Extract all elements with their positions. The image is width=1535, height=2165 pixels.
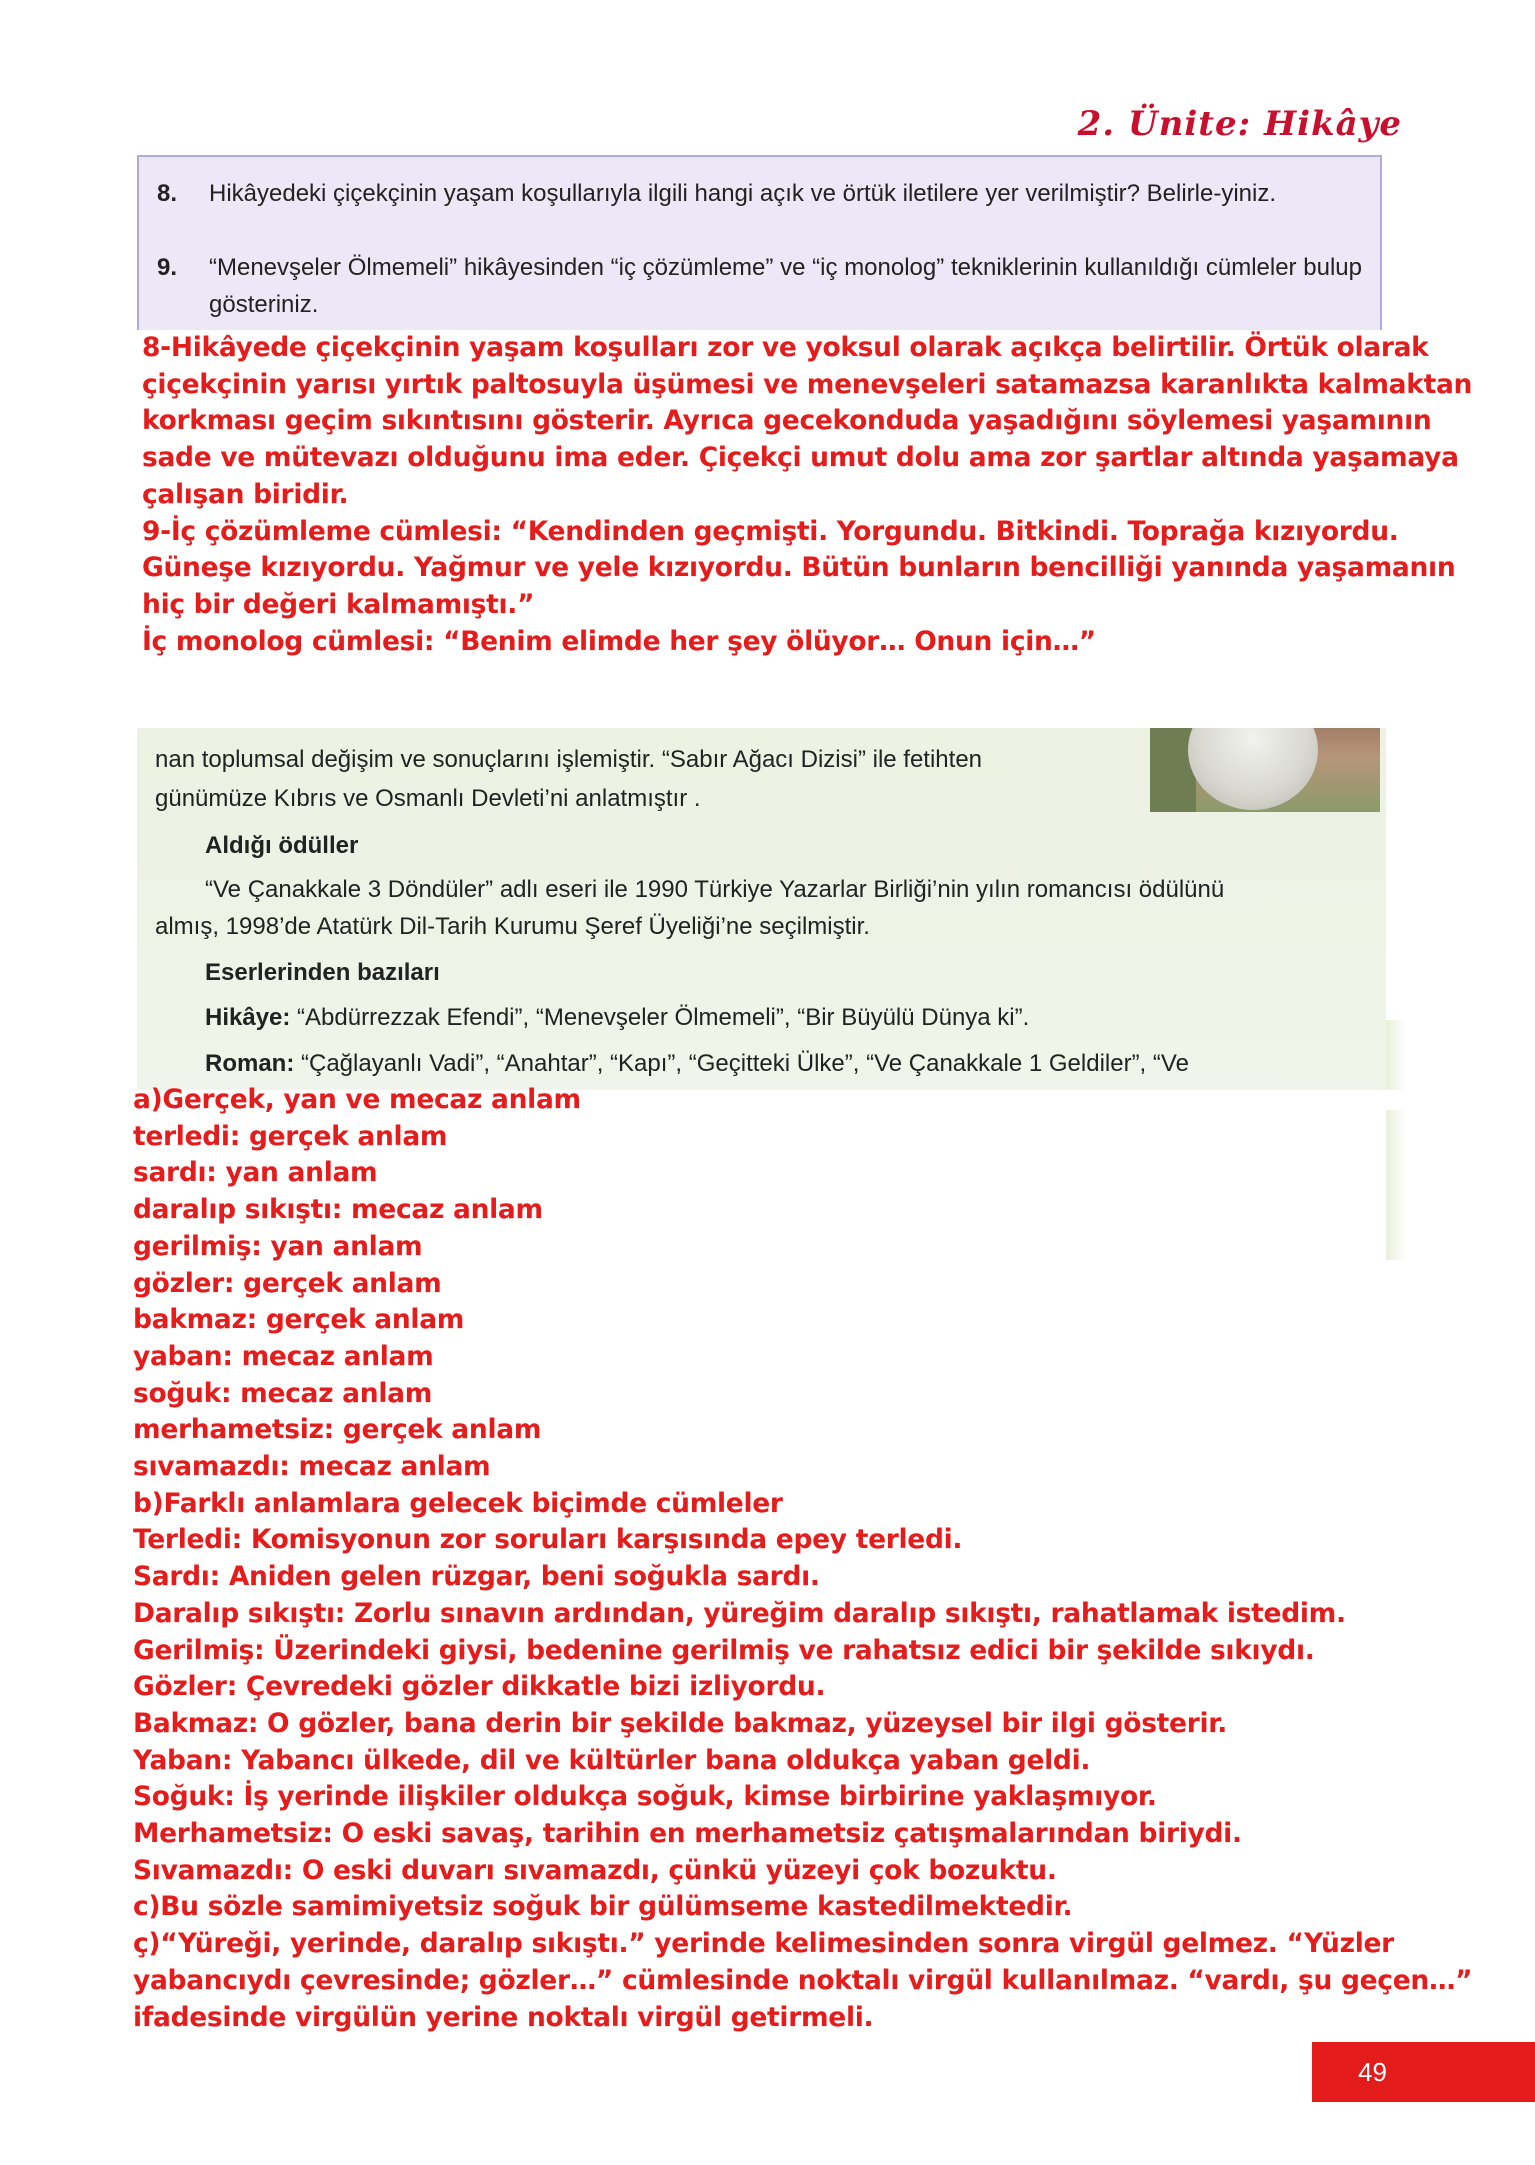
- awards-line: almış, 1998’de Atatürk Dil-Tarih Kurumu Şeref Üyeliği’ne seçilmiştir.: [155, 913, 870, 940]
- answer-line: sade ve mütevazı olduğunu ima eder. Çiçekçi umut dolu ama zor şartlar altında yaşamaya: [142, 442, 1459, 474]
- answer-line: çalışan biridir.: [142, 478, 349, 510]
- answer-line: 9-İç çözümleme cümlesi: “Kendinden geçmişti. Yorgundu. Bitkindi. Toprağa kızıyordu.: [142, 515, 1399, 547]
- awards-heading: Aldığı ödüller: [205, 832, 359, 859]
- answer-line: Gözler: Çevredeki gözler dikkatle bizi izliyordu.: [133, 1671, 826, 1703]
- works-story: [205, 1001, 1385, 1035]
- answer-line: sıvamazdı: mecaz anlam: [133, 1451, 491, 1483]
- answer-line: yaban: mecaz anlam: [133, 1340, 434, 1372]
- answers-top: [142, 330, 1472, 660]
- answer-line: Gerilmiş: Üzerindeki giysi, bedenine gerilmiş ve rahatsız edici bir şekilde sıkıydı.: [133, 1634, 1315, 1666]
- answer-line: gerilmiş: yan anlam: [133, 1230, 423, 1262]
- novel-text: “Çağlayanlı Vadi”, “Anahtar”, “Kapı”, “Geçitteki Ülke”, “Ve Çanakkale 1 Geldiler”, “Ve: [294, 1050, 1189, 1077]
- answer-line: ifadesinde virgülün yerine noktalı virgül getirmeli.: [133, 2001, 874, 2033]
- answer-line: terledi: gerçek anlam: [133, 1120, 448, 1152]
- answer-line: korkması geçim sıkıntısını gösterir. Ayrıca gecekonduda yaşadığını söylemesi yaşamının: [142, 405, 1432, 437]
- answer-line: hiç bir değeri kalmamıştı.”: [142, 588, 535, 620]
- answer-line: daralıp sıkıştı: mecaz anlam: [133, 1194, 543, 1226]
- question-number: 8.: [157, 180, 178, 207]
- novel-label: Roman:: [205, 1050, 295, 1077]
- answer-line: a)Gerçek, yan ve mecaz anlam: [133, 1084, 581, 1115]
- answer-line: Sardı: Aniden gelen rüzgar, beni soğukla sardı.: [133, 1561, 820, 1593]
- story-label: Hikâye:: [205, 1004, 291, 1031]
- answer-line: b)Farklı anlamlara gelecek biçimde cümleler: [133, 1487, 783, 1519]
- answer-line: yabancıydı çevresinde; gözler…” cümlesinde noktalı virgül kullanılmaz. “vardı, şu geçen…”: [133, 1964, 1473, 1996]
- answer-line: sardı: yan anlam: [133, 1157, 378, 1189]
- awards-line: “Ve Çanakkale 3 Döndüler” adlı eseri ile 1990 Türkiye Yazarlar Birliği’nin yılın romancısı ödülünü: [205, 876, 1225, 903]
- answer-line: soğuk: mecaz anlam: [133, 1377, 433, 1409]
- answer-line: İç monolog cümlesi: “Benim elimde her şey ölüyor… Onun için…”: [142, 625, 1096, 657]
- bio-line: nan toplumsal değişim ve sonuçlarını işlemiştir. “Sabır Ağacı Dizisi” ile fetihten: [155, 746, 983, 773]
- answers-bottom: [133, 1082, 1472, 2036]
- answer-line: Terledi: Komisyonun zor soruları karşısında epey terledi.: [133, 1524, 963, 1556]
- question-item: [157, 249, 1362, 323]
- unit-title: 2. Ünite: Hikâye: [1077, 104, 1402, 144]
- answer-line: c)Bu sözle samimiyetsiz soğuk bir gülümseme kastedilmektedir.: [133, 1891, 1073, 1923]
- answer-line: Bakmaz: O gözler, bana derin bir şekilde bakmaz, yüzeysel bir ilgi gösterir.: [133, 1707, 1228, 1739]
- answer-line: ç)“Yüreği, yerinde, daralıp sıkıştı.” yerinde kelimesinden sonra virgül gelmez. “Yüzler: [133, 1928, 1394, 1960]
- page-number: 49: [1312, 2042, 1535, 2102]
- answer-line: Merhametsiz: O eski savaş, tarihin en merhametsiz çatışmalarından biriydi.: [133, 1818, 1242, 1850]
- works-heading: Eserlerinden bazıları: [205, 959, 440, 986]
- bio-line: günümüze Kıbrıs ve Osmanlı Devleti’ni anlatmıştır .: [155, 785, 701, 812]
- answer-line: Yaban: Yabancı ülkede, dil ve kültürler bana oldukça yaban geldi.: [133, 1744, 1091, 1776]
- answer-line: Güneşe kızıyordu. Yağmur ve yele kızıyordu. Bütün bunların bencilliği yanında yaşamanın: [142, 552, 1456, 584]
- question-number: 9.: [157, 254, 178, 281]
- answer-line: çiçekçinin yarısı yırtık paltosuyla üşümesi ve menevşeleri satamazsa karanlıkta kalmaktan: [142, 368, 1473, 400]
- question-text: Hikâyedeki çiçekçinin yaşam koşullarıyla ilgili hangi açık ve örtük iletilere yer verilmiştir? Belirle-yiniz.: [209, 180, 1277, 207]
- answer-line: gözler: gerçek anlam: [133, 1267, 442, 1299]
- question-box: [137, 155, 1382, 337]
- answer-line: Sıvamazdı: O eski duvarı sıvamazdı, çünkü yüzeyi çok bozuktu.: [133, 1854, 1057, 1886]
- answer-line: 8-Hikâyede çiçekçinin yaşam koşulları zor ve yoksul olarak açıkça belirtilir. Örtük olarak: [142, 332, 1429, 363]
- answer-line: merhametsiz: gerçek anlam: [133, 1414, 542, 1446]
- answer-line: Soğuk: İş yerinde ilişkiler oldukça soğuk, kimse birbirine yaklaşmıyor.: [133, 1781, 1157, 1813]
- answer-line: Daralıp sıkıştı: Zorlu sınavın ardından, yüreğim daralıp sıkıştı, rahatlamak istedim.: [133, 1597, 1346, 1629]
- question-item: [157, 175, 1362, 212]
- story-text: “Abdürrezzak Efendi”, “Menevşeler Ölmemeli”, “Bir Büyülü Dünya ki”.: [290, 1004, 1030, 1031]
- author-portrait: [1150, 720, 1380, 812]
- answer-line: bakmaz: gerçek anlam: [133, 1304, 465, 1336]
- works-novel: [205, 1047, 1385, 1081]
- question-text: “Menevşeler Ölmemeli” hikâyesinden “iç çözümleme” ve “iç monolog” tekniklerinin kullanıldığı cümleler bulup gösteriniz.: [209, 254, 1362, 318]
